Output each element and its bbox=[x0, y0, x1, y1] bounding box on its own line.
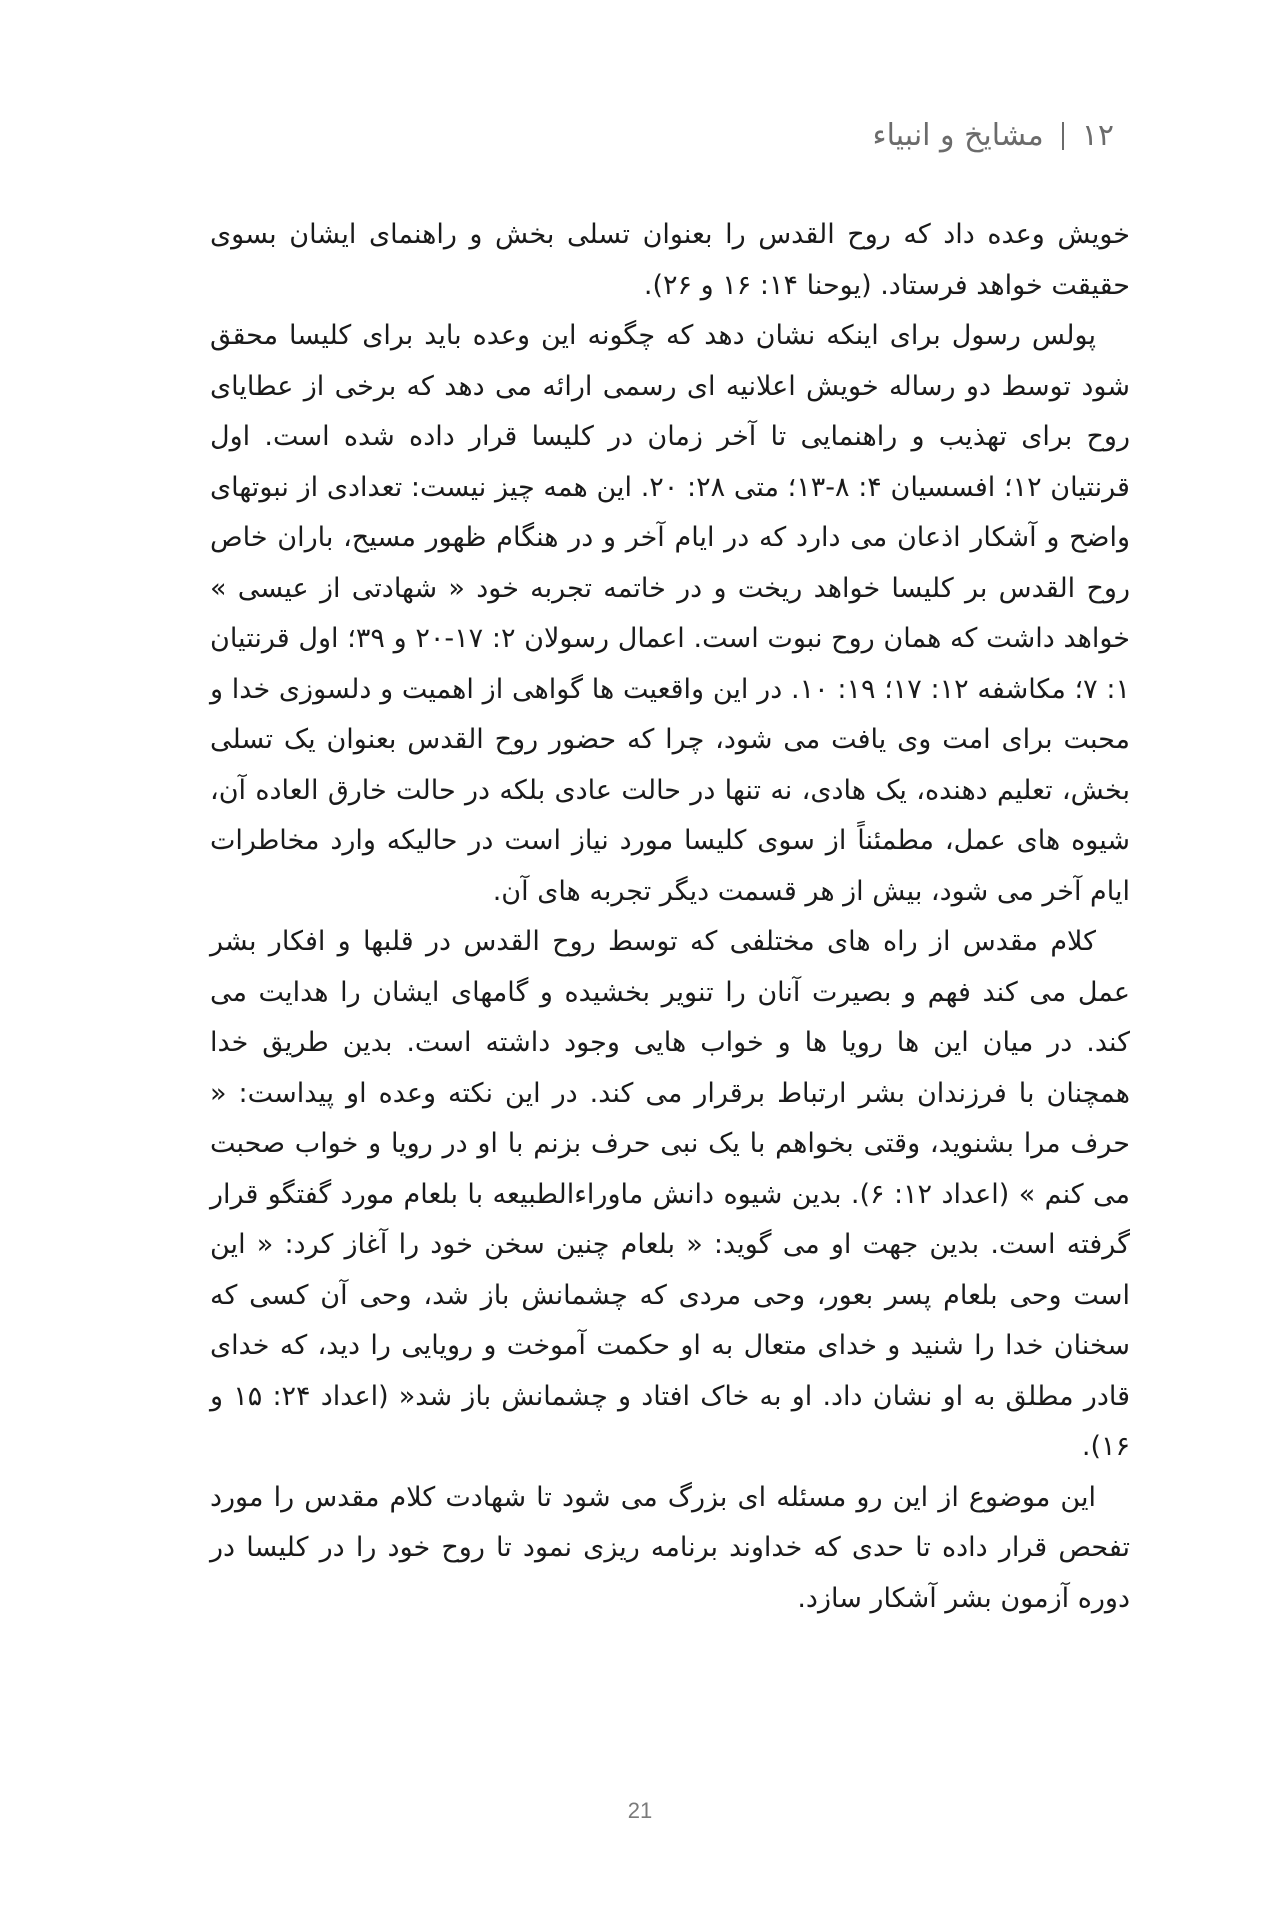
footer-folio: 21 bbox=[627, 1798, 653, 1823]
header-title: مشایخ و انبیاء bbox=[872, 118, 1044, 153]
paragraph-2: پولس رسول برای اینکه نشان دهد که چگونه این وعده باید برای کلیسا محقق شود توسط دو رساله خویش اعلانیه ای رسمی ارائه می دهد که برخی از عطایای روح برای تهذیب و راهنمایی تا آخر زمان در کلیسا قرار داده شده است. اول قرنتیان ۱۲؛ افسسیان ۴: ۸-۱۳؛ متی ۲۸: ۲۰. این همه چیز نیست: تعدادی از نبوتهای واضح و آشکار اذعان می دارد که در ایام آخر و در هنگام ظهور مسیح، باران خاص روح القدس بر کلیسا خواهد ریخت و در خاتمه تجربه خود « شهادتی از عیسی » خواهد داشت که همان روح نبوت است. اعمال رسولان ۲: ۱۷-۲۰ و ۳۹؛ اول قرنتیان ۱: ۷؛ مکاشفه ۱۲: ۱۷؛ ۱۹: ۱۰. در این واقعیت ها گواهی از اهمیت و دلسوزی خدا و محبت برای امت وی یافت می شود، چرا که حضور روح القدس بعنوان یک تسلی بخش، تعلیم دهنده، یک هادی، نه تنها در حالت عادی بلکه در حالت خارق العاده آن، شیوه های عمل، مطمئناً از سوی کلیسا مورد نیاز است در حالیکه وارد مخاطرات ایام آخر می شود، بیش از هر قسمت دیگر تجربه های آن. bbox=[210, 320, 1131, 907]
header-separator bbox=[1062, 122, 1064, 150]
paragraph-4: این موضوع از این رو مسئله ای بزرگ می شود تا شهادت کلام مقدس را مورد تفحص قرار داده تا حدی که خداوند برنامه ریزی نمود تا روح خود را در کلیسا در دوره آزمون بشر آشکار سازد. bbox=[210, 1481, 1130, 1614]
body-text bbox=[210, 210, 1130, 1624]
header-page-number: ۱۲ bbox=[1081, 118, 1114, 153]
paragraph-3: کلام مقدس از راه های مختلفی که توسط روح القدس در قلبها و افکار بشر عمل می کند فهم و بصیرت آنان را تنویر بخشیده و گامهای ایشان را هدایت می کند. در میان این ها رویا ها و خواب هایی وجود داشته است. بدین طریق خدا همچنان با فرزندان بشر ارتباط برقرار می کند. در این نکته وعده او پیداست: « حرف مرا بشنوید، وقتی بخواهم با یک نبی حرف بزنم با او در رویا و خواب صحبت می کنم » (اعداد ۱۲: ۶). بدین شیوه دانش ماوراءالطبیعه با بلعام مورد گفتگو قرار گرفته است. بدین جهت او می گوید: « بلعام چنین سخن خود را آغاز کرد: « این است وحی بلعام پسر بعور، وحی مردی که چشمانش باز شد، وحی آن کسی که سخنان خدا را شنید و خدای متعال به او حکمت آموخت و رویایی را دید، که خدای قادر مطلق به او نشان داد. او به خاک افتاد و چشمانش باز شد« (اعداد ۲۴: ۱۵ و ۱۶). bbox=[210, 926, 1130, 1462]
running-header bbox=[872, 118, 1114, 153]
paragraph-1: خویش وعده داد که روح القدس را بعنوان تسلی بخش و راهنمای ایشان بسوی حقیقت خواهد فرستاد. (یوحنا ۱۴: ۱۶ و ۲۶). bbox=[210, 219, 1130, 301]
